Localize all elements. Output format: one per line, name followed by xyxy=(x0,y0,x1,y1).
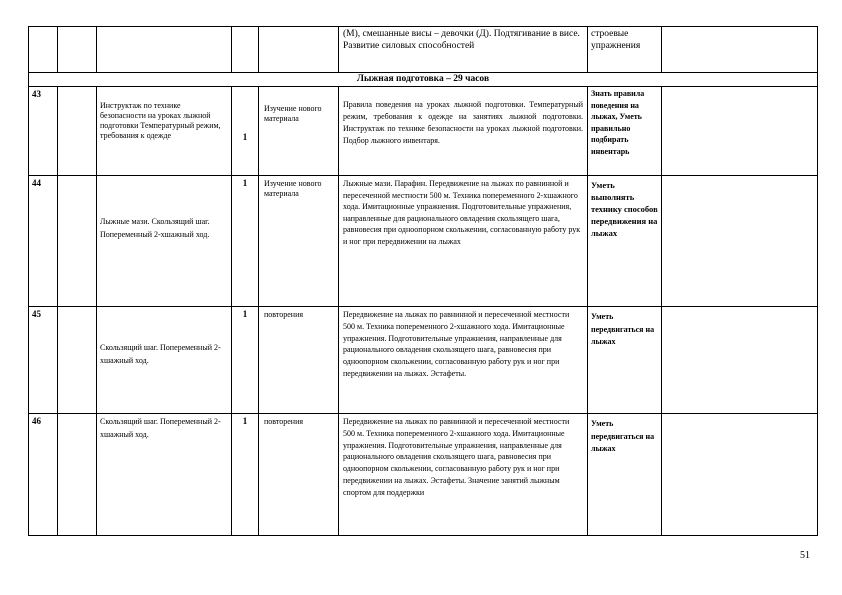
lesson-content: Лыжные мази. Парафин. Передвижение на лыжах по равнинной и пересеченной местности 500 м. Техника попеременного 2-хшажного хода. Имитационные упражнения. Подготовительные упражнения, направленные для рационального овладения скользящего шага, равновесия при одноопорном скольжении, согласованную работу рук и ног при передвижении на лыжах xyxy=(343,179,581,246)
lesson-topic: Скользящий шаг. Попеременный 2-хшажный ход. xyxy=(100,343,221,365)
lesson-number: 46 xyxy=(32,416,41,426)
lesson-content: Правила поведения на уроках лыжной подготовки. Температурный режим, требования к одежде на занятиях лыжной подготовки. Инструктаж по технике безопасности на уроках лыжной подготовки. Подбор лыжного инвентаря. xyxy=(343,100,583,145)
lesson-type: Изучение нового материала xyxy=(264,104,322,123)
col-rule xyxy=(587,26,588,72)
table-border-top xyxy=(28,26,818,27)
lesson-hours: 1 xyxy=(242,416,248,426)
table-rule xyxy=(28,175,818,176)
col-rule xyxy=(661,86,662,536)
lesson-topic: Лыжные мази. Скользящий шаг. Попеременный 2-хшажный ход. xyxy=(100,217,210,239)
table-border-bottom xyxy=(28,535,818,536)
lesson-number: 45 xyxy=(32,309,41,319)
lesson-skills: Уметь передвигаться на лыжах xyxy=(591,312,655,346)
lesson-topic: Скользящий шаг. Попеременный 2-хшажный ход. xyxy=(100,417,221,439)
col-rule xyxy=(57,86,58,536)
table-rule xyxy=(28,306,818,307)
lesson-skills: Знать правила поведения на лыжах, Уметь правильно подбирать инвентарь xyxy=(591,89,645,156)
col-rule xyxy=(258,26,259,72)
col-rule xyxy=(96,26,97,72)
lesson-hours: 1 xyxy=(242,309,248,319)
section-header: Лыжная подготовка – 29 часов xyxy=(356,74,490,84)
table-rule xyxy=(28,413,818,414)
lesson-hours: 1 xyxy=(242,178,248,188)
lesson-skills: Уметь передвигаться на лыжах xyxy=(591,419,655,453)
lesson-content: Передвижение на лыжах по равнинной и пересеченной местности 500 м. Техника попеременного 2-хшажного хода. Имитационные упражнения. Подготовительные упражнения, направленные для рационального овладения скользящего шага, равновесия при одноопорном скольжении, согласованную работу рук и ног при передвижении на лыжах. Эстафеты. Значение занятий лыжным спортом для поддержки xyxy=(343,417,570,497)
page-number: 51 xyxy=(800,550,810,561)
table-rule xyxy=(28,86,818,87)
lesson-number: 43 xyxy=(32,89,41,99)
table-rule xyxy=(28,72,818,73)
col-rule xyxy=(96,86,97,536)
top-row-skills: строевые упражнения xyxy=(591,29,641,51)
lesson-hours: 1 xyxy=(242,132,248,142)
col-rule xyxy=(587,86,588,536)
lesson-number: 44 xyxy=(32,178,41,188)
col-rule xyxy=(338,86,339,536)
col-rule xyxy=(231,26,232,72)
lesson-skills: Уметь выполнять технику способов передвижения на лыжах xyxy=(591,180,658,238)
lesson-content: Передвижение на лыжах по равнинной и пересеченной местности 500 м. Техника попеременного 2-хшажного хода. Имитационные упражнения. Подготовительные упражнения, направленные для рационального овладения скользящего шага, равновесия при одноопорном скольжении, согласованную работу рук и ног при передвижении на лыжах. Эстафеты. xyxy=(343,310,570,378)
col-rule xyxy=(57,26,58,72)
top-row-content: (М), смешанные висы – девочки (Д). Подтягивание в висе. Развитие силовых способностей xyxy=(343,29,580,51)
lesson-type: Изучение нового материала xyxy=(264,179,322,198)
col-rule xyxy=(258,86,259,536)
lesson-type: повторения xyxy=(264,310,304,319)
col-rule xyxy=(661,26,662,72)
lesson-topic: Инструктаж по технике безопасности на уроках лыжной подготовки Температурный режим, требования к одежде xyxy=(100,101,221,140)
lesson-type: повторения xyxy=(264,417,304,426)
col-rule xyxy=(338,26,339,72)
table-border-right xyxy=(817,26,818,536)
table-border-left xyxy=(28,26,29,536)
